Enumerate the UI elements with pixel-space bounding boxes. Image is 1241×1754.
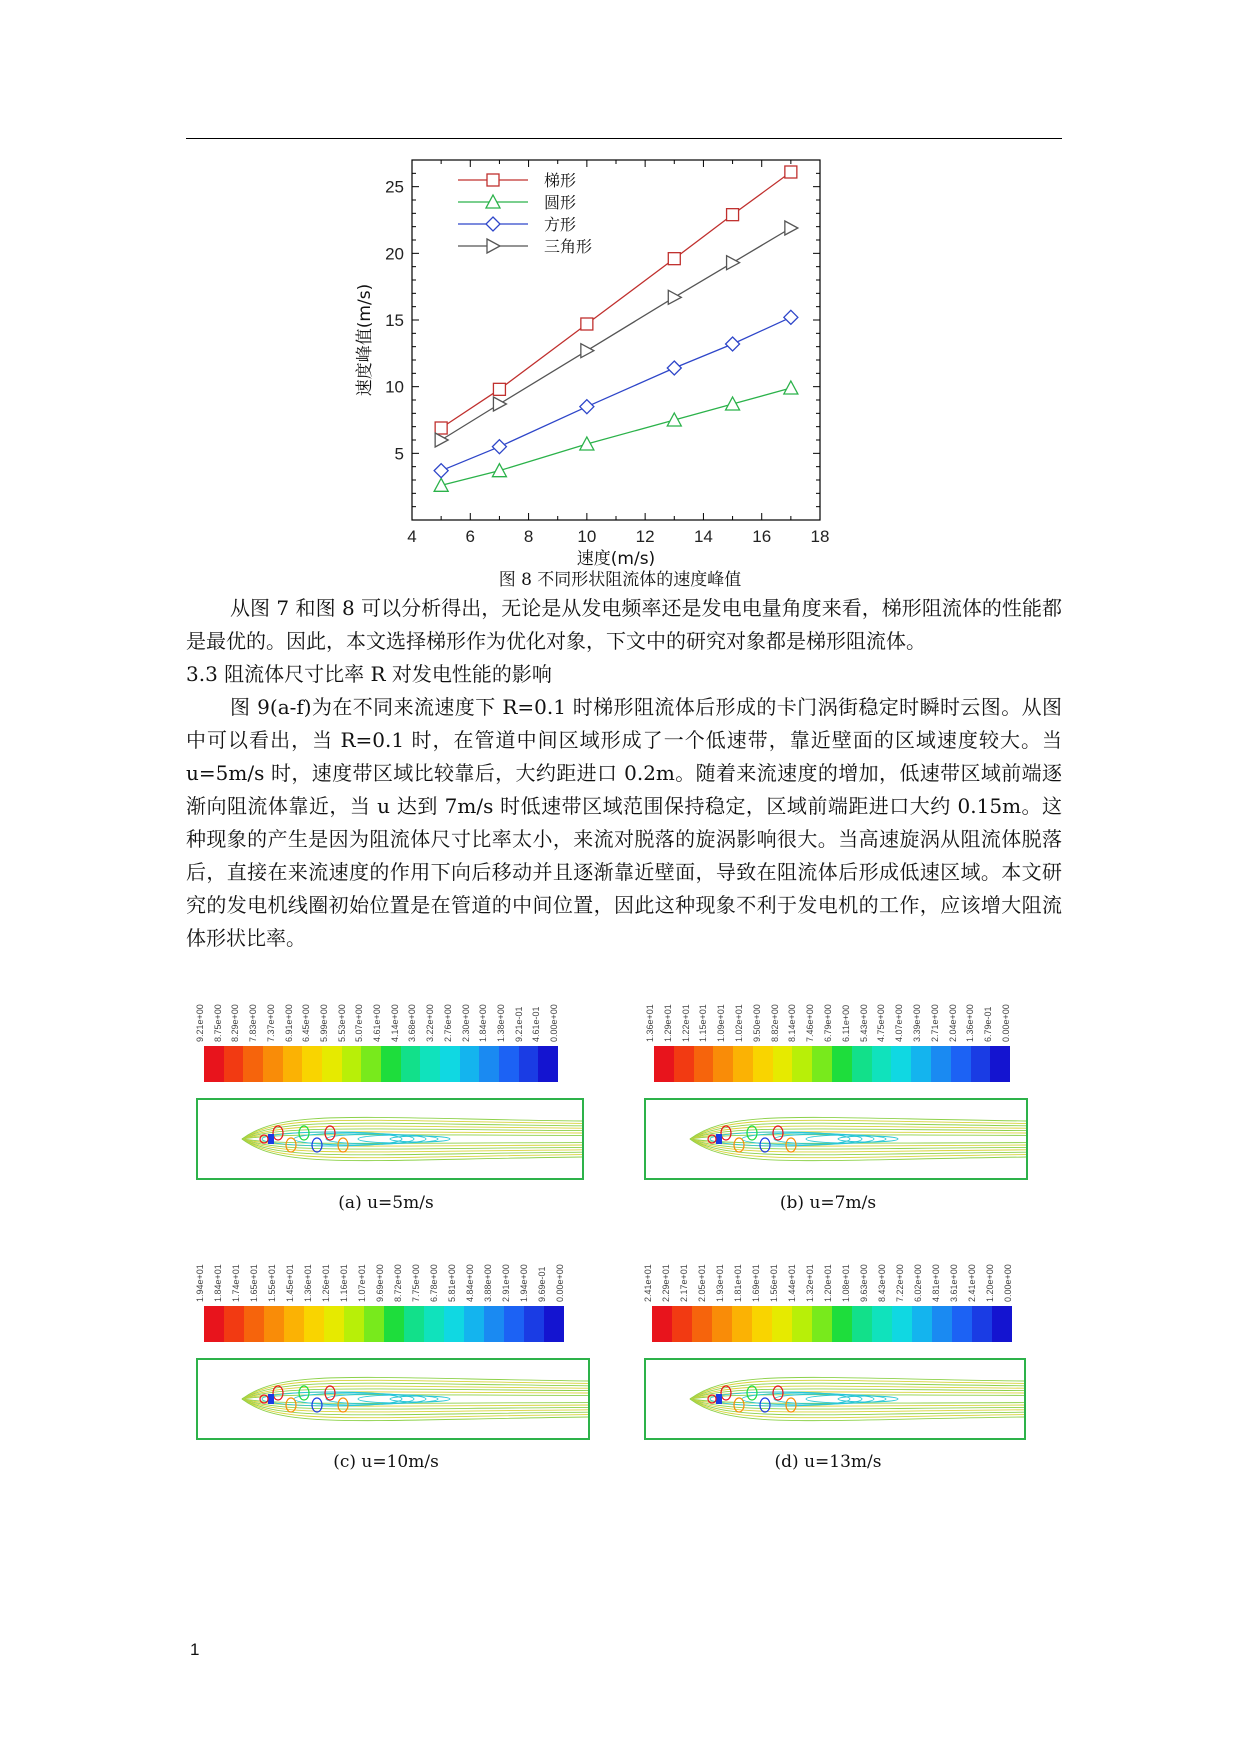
colorbar-swatch bbox=[931, 1046, 951, 1082]
y-axis-label: 速度峰值(m/s) bbox=[355, 283, 375, 397]
colorbar-swatch bbox=[892, 1306, 912, 1342]
colorbar-swatch bbox=[911, 1046, 931, 1082]
contour-lines bbox=[646, 1360, 1024, 1438]
colorbar-swatch bbox=[990, 1046, 1010, 1082]
y-tick-label: 20 bbox=[385, 244, 404, 264]
colorbar-swatch bbox=[264, 1306, 284, 1342]
colorbar-swatch bbox=[420, 1046, 440, 1082]
colorbar-value: 2.91e+00 bbox=[501, 1264, 511, 1302]
colorbar-swatch bbox=[361, 1046, 381, 1082]
colorbar-value: 1.84e+00 bbox=[478, 1004, 489, 1042]
colorbar-value: 1.65e+01 bbox=[249, 1264, 259, 1302]
plot-frame bbox=[412, 160, 820, 520]
colorbar-value: 1.69e+01 bbox=[751, 1264, 761, 1302]
colorbar-swatch bbox=[243, 1046, 263, 1082]
colorbar-swatch bbox=[792, 1046, 812, 1082]
colorbar bbox=[652, 1306, 1012, 1342]
colorbar-swatch bbox=[283, 1046, 303, 1082]
colorbar-swatch bbox=[812, 1306, 832, 1342]
x-tick-label: 4 bbox=[407, 527, 417, 546]
colorbar-value: 1.26e+01 bbox=[321, 1264, 331, 1302]
contour-lines bbox=[198, 1360, 588, 1438]
x-tick-label: 12 bbox=[635, 527, 655, 546]
figure8-caption: 图 8 不同形状阻流体的速度峰值 bbox=[498, 570, 742, 590]
colorbar-swatch bbox=[672, 1306, 692, 1342]
colorbar-value: 8.43e+00 bbox=[877, 1264, 887, 1302]
colorbar-swatch bbox=[364, 1306, 384, 1342]
data-point bbox=[668, 253, 680, 265]
colorbar-scale-labels bbox=[638, 980, 1018, 1042]
colorbar-value: 1.74e+01 bbox=[231, 1264, 241, 1302]
data-point bbox=[493, 383, 505, 395]
colorbar-value: 6.79e-01 bbox=[983, 1006, 994, 1042]
colorbar-swatch bbox=[499, 1046, 519, 1082]
data-point bbox=[784, 310, 798, 324]
panel-caption: (b) u=7m/s bbox=[779, 1193, 877, 1213]
data-point bbox=[492, 440, 506, 454]
colorbar-value: 8.75e+00 bbox=[212, 1004, 223, 1042]
colorbar-value: 9.50e+00 bbox=[751, 1004, 762, 1042]
colorbar-value: 5.99e+00 bbox=[318, 1004, 329, 1042]
colorbar-value: 1.93e+01 bbox=[715, 1264, 725, 1302]
colorbar-value: 8.29e+00 bbox=[230, 1004, 241, 1042]
colorbar-swatch bbox=[732, 1306, 752, 1342]
header-rule bbox=[186, 138, 1062, 139]
colorbar-scale-labels bbox=[638, 1240, 1018, 1302]
colorbar-swatch bbox=[652, 1306, 672, 1342]
colorbar-value: 4.75e+00 bbox=[876, 1004, 887, 1042]
colorbar-swatch bbox=[792, 1306, 812, 1342]
colorbar-swatch bbox=[932, 1306, 952, 1342]
colorbar-swatch bbox=[712, 1306, 732, 1342]
colorbar-value: 1.20e+01 bbox=[823, 1264, 833, 1302]
colorbar-swatch bbox=[464, 1306, 484, 1342]
colorbar-value: 8.14e+00 bbox=[787, 1004, 798, 1042]
legend-label: 方形 bbox=[544, 215, 577, 234]
colorbar-value: 3.39e+00 bbox=[912, 1004, 922, 1042]
colorbar-swatch bbox=[381, 1046, 401, 1082]
colorbar-value: 9.63e+00 bbox=[859, 1264, 869, 1302]
colorbar-swatch bbox=[440, 1046, 460, 1082]
x-tick-label: 8 bbox=[523, 527, 534, 546]
colorbar-value: 4.61e-01 bbox=[531, 1006, 542, 1042]
colorbar-value: 0.00e+00 bbox=[1003, 1264, 1013, 1302]
colorbar-value: 2.29e+01 bbox=[661, 1264, 671, 1302]
colorbar-value: 1.16e+01 bbox=[339, 1264, 349, 1302]
colorbar-value: 4.14e+00 bbox=[389, 1004, 400, 1042]
colorbar-swatch bbox=[519, 1046, 539, 1082]
data-point bbox=[727, 209, 739, 221]
colorbar-value: 1.44e+01 bbox=[787, 1264, 797, 1302]
colorbar-value: 1.07e+01 bbox=[357, 1264, 367, 1302]
colorbar-swatch bbox=[872, 1306, 892, 1342]
legend-marker bbox=[487, 239, 500, 253]
colorbar-value: 1.55e+01 bbox=[267, 1264, 277, 1302]
colorbar-value: 0.00e+00 bbox=[555, 1264, 565, 1302]
legend-marker bbox=[486, 217, 500, 231]
colorbar-value: 8.82e+00 bbox=[769, 1004, 780, 1042]
data-point bbox=[785, 166, 797, 178]
colorbar-swatch bbox=[753, 1046, 773, 1082]
data-point bbox=[580, 437, 594, 450]
colorbar-value: 1.15e+01 bbox=[698, 1004, 709, 1042]
colorbar-value: 1.36e+00 bbox=[965, 1004, 976, 1042]
colorbar-value: 0.00e+00 bbox=[549, 1004, 559, 1042]
legend-marker bbox=[487, 174, 499, 186]
legend-label: 梯形 bbox=[544, 171, 577, 190]
colorbar-value: 9.69e+00 bbox=[375, 1264, 385, 1302]
x-axis-label: 速度(m/s) bbox=[576, 549, 656, 569]
colorbar-swatch bbox=[204, 1306, 224, 1342]
colorbar-value: 2.30e+00 bbox=[460, 1004, 471, 1042]
colorbar-swatch bbox=[504, 1306, 524, 1342]
velocity-contour-plot bbox=[644, 1098, 1028, 1180]
colorbar-swatch bbox=[344, 1306, 364, 1342]
colorbar-value: 1.56e+01 bbox=[769, 1264, 779, 1302]
colorbar-value: 6.78e+00 bbox=[429, 1264, 439, 1302]
data-point bbox=[580, 400, 594, 414]
colorbar-swatch bbox=[772, 1306, 792, 1342]
colorbar-scale-labels bbox=[196, 1240, 576, 1302]
colorbar-value: 9.21e+00 bbox=[195, 1004, 205, 1042]
colorbar-scale-labels bbox=[196, 980, 576, 1042]
colorbar-value: 1.94e+00 bbox=[519, 1264, 529, 1302]
colorbar-value: 1.32e+01 bbox=[805, 1264, 815, 1302]
colorbar-swatch bbox=[302, 1046, 322, 1082]
colorbar-value: 1.81e+01 bbox=[733, 1264, 743, 1302]
colorbar-value: 7.37e+00 bbox=[265, 1004, 276, 1042]
colorbar-swatch bbox=[384, 1306, 404, 1342]
colorbar-swatch bbox=[972, 1306, 992, 1342]
y-tick-label: 25 bbox=[385, 177, 404, 197]
data-point bbox=[784, 381, 798, 394]
colorbar-swatch bbox=[773, 1046, 793, 1082]
colorbar-swatch bbox=[832, 1306, 852, 1342]
colorbar-swatch bbox=[692, 1306, 712, 1342]
colorbar-swatch bbox=[912, 1306, 932, 1342]
colorbar-swatch bbox=[444, 1306, 464, 1342]
colorbar-swatch bbox=[654, 1046, 674, 1082]
section-heading: 3.3 阻流体尺寸比率 R 对发电性能的影响 bbox=[186, 662, 552, 686]
colorbar-value: 1.08e+01 bbox=[841, 1264, 851, 1302]
colorbar-swatch bbox=[524, 1306, 544, 1342]
colorbar-value: 2.05e+01 bbox=[697, 1264, 707, 1302]
colorbar bbox=[654, 1046, 1010, 1082]
colorbar-value: 1.38e+00 bbox=[495, 1004, 506, 1042]
x-tick-label: 10 bbox=[577, 527, 597, 546]
data-point bbox=[435, 433, 448, 447]
page-number: 1 bbox=[190, 1640, 200, 1659]
panel-caption: (a) u=5m/s bbox=[338, 1193, 434, 1213]
colorbar-swatch bbox=[812, 1046, 832, 1082]
colorbar-swatch bbox=[204, 1046, 224, 1082]
paragraph-1: 从图 7 和图 8 可以分析得出，无论是从发电频率还是发电电量角度来看，梯形阻流体的性能都是最优的。因此，本文选择梯形作为优化对象，下文中的研究对象都是梯形阻流体。 bbox=[186, 596, 1062, 653]
colorbar-swatch bbox=[544, 1306, 564, 1342]
colorbar-swatch bbox=[284, 1306, 304, 1342]
contour-lines bbox=[646, 1100, 1026, 1178]
contour-lines bbox=[198, 1100, 582, 1178]
legend-label: 三角形 bbox=[544, 237, 593, 256]
colorbar-swatch bbox=[674, 1046, 694, 1082]
data-point bbox=[727, 256, 740, 270]
colorbar-swatch bbox=[832, 1046, 852, 1082]
data-point bbox=[668, 290, 681, 304]
colorbar-value: 6.91e+00 bbox=[283, 1004, 294, 1042]
colorbar-value: 6.79e+00 bbox=[823, 1004, 833, 1042]
colorbar-value: 9.69e-01 bbox=[537, 1266, 547, 1302]
y-tick-label: 5 bbox=[394, 444, 404, 464]
colorbar-swatch bbox=[952, 1306, 972, 1342]
data-point bbox=[434, 464, 448, 478]
colorbar-value: 1.02e+01 bbox=[734, 1004, 744, 1042]
x-tick-label: 6 bbox=[465, 527, 476, 546]
colorbar-value: 7.75e+00 bbox=[411, 1264, 421, 1302]
colorbar-swatch bbox=[342, 1046, 362, 1082]
colorbar-swatch bbox=[852, 1306, 872, 1342]
colorbar-value: 5.07e+00 bbox=[354, 1004, 365, 1042]
colorbar-value: 9.21e-01 bbox=[513, 1006, 524, 1042]
colorbar-swatch bbox=[224, 1306, 244, 1342]
colorbar-value: 1.20e+00 bbox=[985, 1264, 995, 1302]
colorbar-swatch bbox=[263, 1046, 283, 1082]
colorbar-swatch bbox=[713, 1046, 733, 1082]
x-tick-label: 14 bbox=[693, 527, 713, 546]
colorbar-swatch bbox=[872, 1046, 892, 1082]
y-tick-label: 15 bbox=[385, 311, 404, 330]
colorbar-swatch bbox=[891, 1046, 911, 1082]
panel-caption: (c) u=10m/s bbox=[333, 1452, 439, 1472]
colorbar-value: 1.36e+01 bbox=[645, 1004, 655, 1042]
colorbar-value: 2.17e+01 bbox=[679, 1264, 689, 1302]
colorbar-value: 7.83e+00 bbox=[248, 1004, 259, 1042]
colorbar-value: 4.61e+00 bbox=[372, 1004, 382, 1042]
colorbar-value: 5.81e+00 bbox=[447, 1264, 457, 1302]
colorbar-value: 5.53e+00 bbox=[336, 1004, 347, 1042]
data-point bbox=[492, 464, 506, 477]
velocity-contour-plot bbox=[196, 1358, 590, 1440]
panel-caption: (d) u=13m/s bbox=[774, 1452, 882, 1472]
x-tick-label: 16 bbox=[752, 527, 772, 546]
y-tick-label: 10 bbox=[385, 377, 404, 397]
colorbar-swatch bbox=[322, 1046, 342, 1082]
colorbar-value: 3.88e+00 bbox=[483, 1264, 493, 1302]
colorbar-value: 7.22e+00 bbox=[895, 1264, 905, 1302]
colorbar-swatch bbox=[404, 1306, 424, 1342]
colorbar-value: 1.84e+01 bbox=[213, 1264, 223, 1302]
colorbar-swatch bbox=[951, 1046, 971, 1082]
colorbar-value: 3.22e+00 bbox=[425, 1004, 436, 1042]
colorbar-value: 2.71e+00 bbox=[929, 1004, 940, 1042]
colorbar-swatch bbox=[484, 1306, 504, 1342]
colorbar-swatch bbox=[324, 1306, 344, 1342]
colorbar-swatch bbox=[733, 1046, 753, 1082]
data-point bbox=[581, 318, 593, 330]
colorbar-swatch bbox=[304, 1306, 324, 1342]
colorbar-swatch bbox=[992, 1306, 1012, 1342]
colorbar-value: 2.41e+00 bbox=[967, 1264, 977, 1302]
data-point bbox=[493, 397, 506, 411]
colorbar-swatch bbox=[244, 1306, 264, 1342]
colorbar-value: 6.11e+00 bbox=[840, 1004, 851, 1042]
data-point bbox=[434, 478, 448, 491]
colorbar-swatch bbox=[752, 1306, 772, 1342]
colorbar-value: 4.07e+00 bbox=[894, 1004, 905, 1042]
body-text bbox=[186, 592, 1062, 955]
colorbar-value: 8.72e+00 bbox=[393, 1264, 403, 1302]
data-point bbox=[667, 413, 681, 426]
data-point bbox=[581, 344, 594, 358]
colorbar-value: 3.68e+00 bbox=[407, 1004, 418, 1042]
paragraph-2: 图 9(a-f)为在不同来流速度下 R=0.1 时梯形阻流体后形成的卡门涡街稳定时瞬时云图。从图中可以看出，当 R=0.1 时，在管道中间区域形成了一个低速带，靠近壁面的区域速度较大。当 u=5m/s 时，速度带区域比较靠后，大约距进口 0.2m。随着来流速度的增加，低速带区域前端逐渐向阻流体靠近，当 u 达到 7m/s 时低速带区域范围保持稳定，区域前端距进口大约 0.15m。这种现象的产生是因为阻流体尺寸比率太小，来流对脱落的旋涡影响很大。当高速旋涡从阻流体脱落后，直接在来流速度的作用下向后移动并且逐渐靠近壁面，导致在阻流体后形成低速区域。本文研究的发电机线圈初始位置是在管道的中间位置，因此这种现象不利于发电机的工作，应该增大阻流体形状比率。 bbox=[186, 695, 1062, 950]
colorbar-value: 1.94e+01 bbox=[195, 1264, 205, 1302]
data-point bbox=[726, 337, 740, 351]
data-point bbox=[785, 221, 798, 235]
colorbar-value: 4.81e+00 bbox=[931, 1264, 941, 1302]
colorbar-swatch bbox=[460, 1046, 480, 1082]
colorbar-value: 1.45e+01 bbox=[285, 1264, 295, 1302]
colorbar-value: 5.43e+00 bbox=[858, 1004, 869, 1042]
velocity-contour-plot bbox=[196, 1098, 584, 1180]
figure8-chart bbox=[350, 150, 890, 570]
colorbar-value: 1.36e+01 bbox=[303, 1264, 313, 1302]
colorbar-value: 4.84e+00 bbox=[465, 1264, 475, 1302]
colorbar-swatch bbox=[424, 1306, 444, 1342]
x-tick-label: 18 bbox=[810, 527, 830, 546]
colorbar bbox=[204, 1306, 564, 1342]
legend-label: 圆形 bbox=[544, 193, 577, 212]
colorbar-swatch bbox=[538, 1046, 558, 1082]
colorbar-value: 7.46e+00 bbox=[805, 1004, 816, 1042]
colorbar-swatch bbox=[694, 1046, 714, 1082]
colorbar-value: 6.45e+00 bbox=[301, 1004, 312, 1042]
colorbar-value: 2.41e+01 bbox=[643, 1264, 653, 1302]
colorbar bbox=[204, 1046, 558, 1082]
colorbar-value: 0.00e+00 bbox=[1001, 1004, 1011, 1042]
colorbar-swatch bbox=[479, 1046, 499, 1082]
data-point bbox=[435, 422, 447, 434]
colorbar-value: 1.22e+01 bbox=[680, 1004, 691, 1042]
colorbar-swatch bbox=[971, 1046, 991, 1082]
colorbar-value: 1.29e+01 bbox=[662, 1004, 673, 1042]
colorbar-swatch bbox=[401, 1046, 421, 1082]
data-point bbox=[726, 397, 740, 410]
colorbar-value: 6.02e+00 bbox=[913, 1264, 923, 1302]
colorbar-swatch bbox=[224, 1046, 244, 1082]
colorbar-value: 2.04e+00 bbox=[947, 1004, 958, 1042]
colorbar-value: 3.61e+00 bbox=[949, 1264, 959, 1302]
data-point bbox=[667, 361, 681, 375]
velocity-contour-plot bbox=[644, 1358, 1026, 1440]
colorbar-value: 1.09e+01 bbox=[716, 1004, 727, 1042]
colorbar-swatch bbox=[852, 1046, 872, 1082]
colorbar-value: 2.76e+00 bbox=[442, 1004, 453, 1042]
